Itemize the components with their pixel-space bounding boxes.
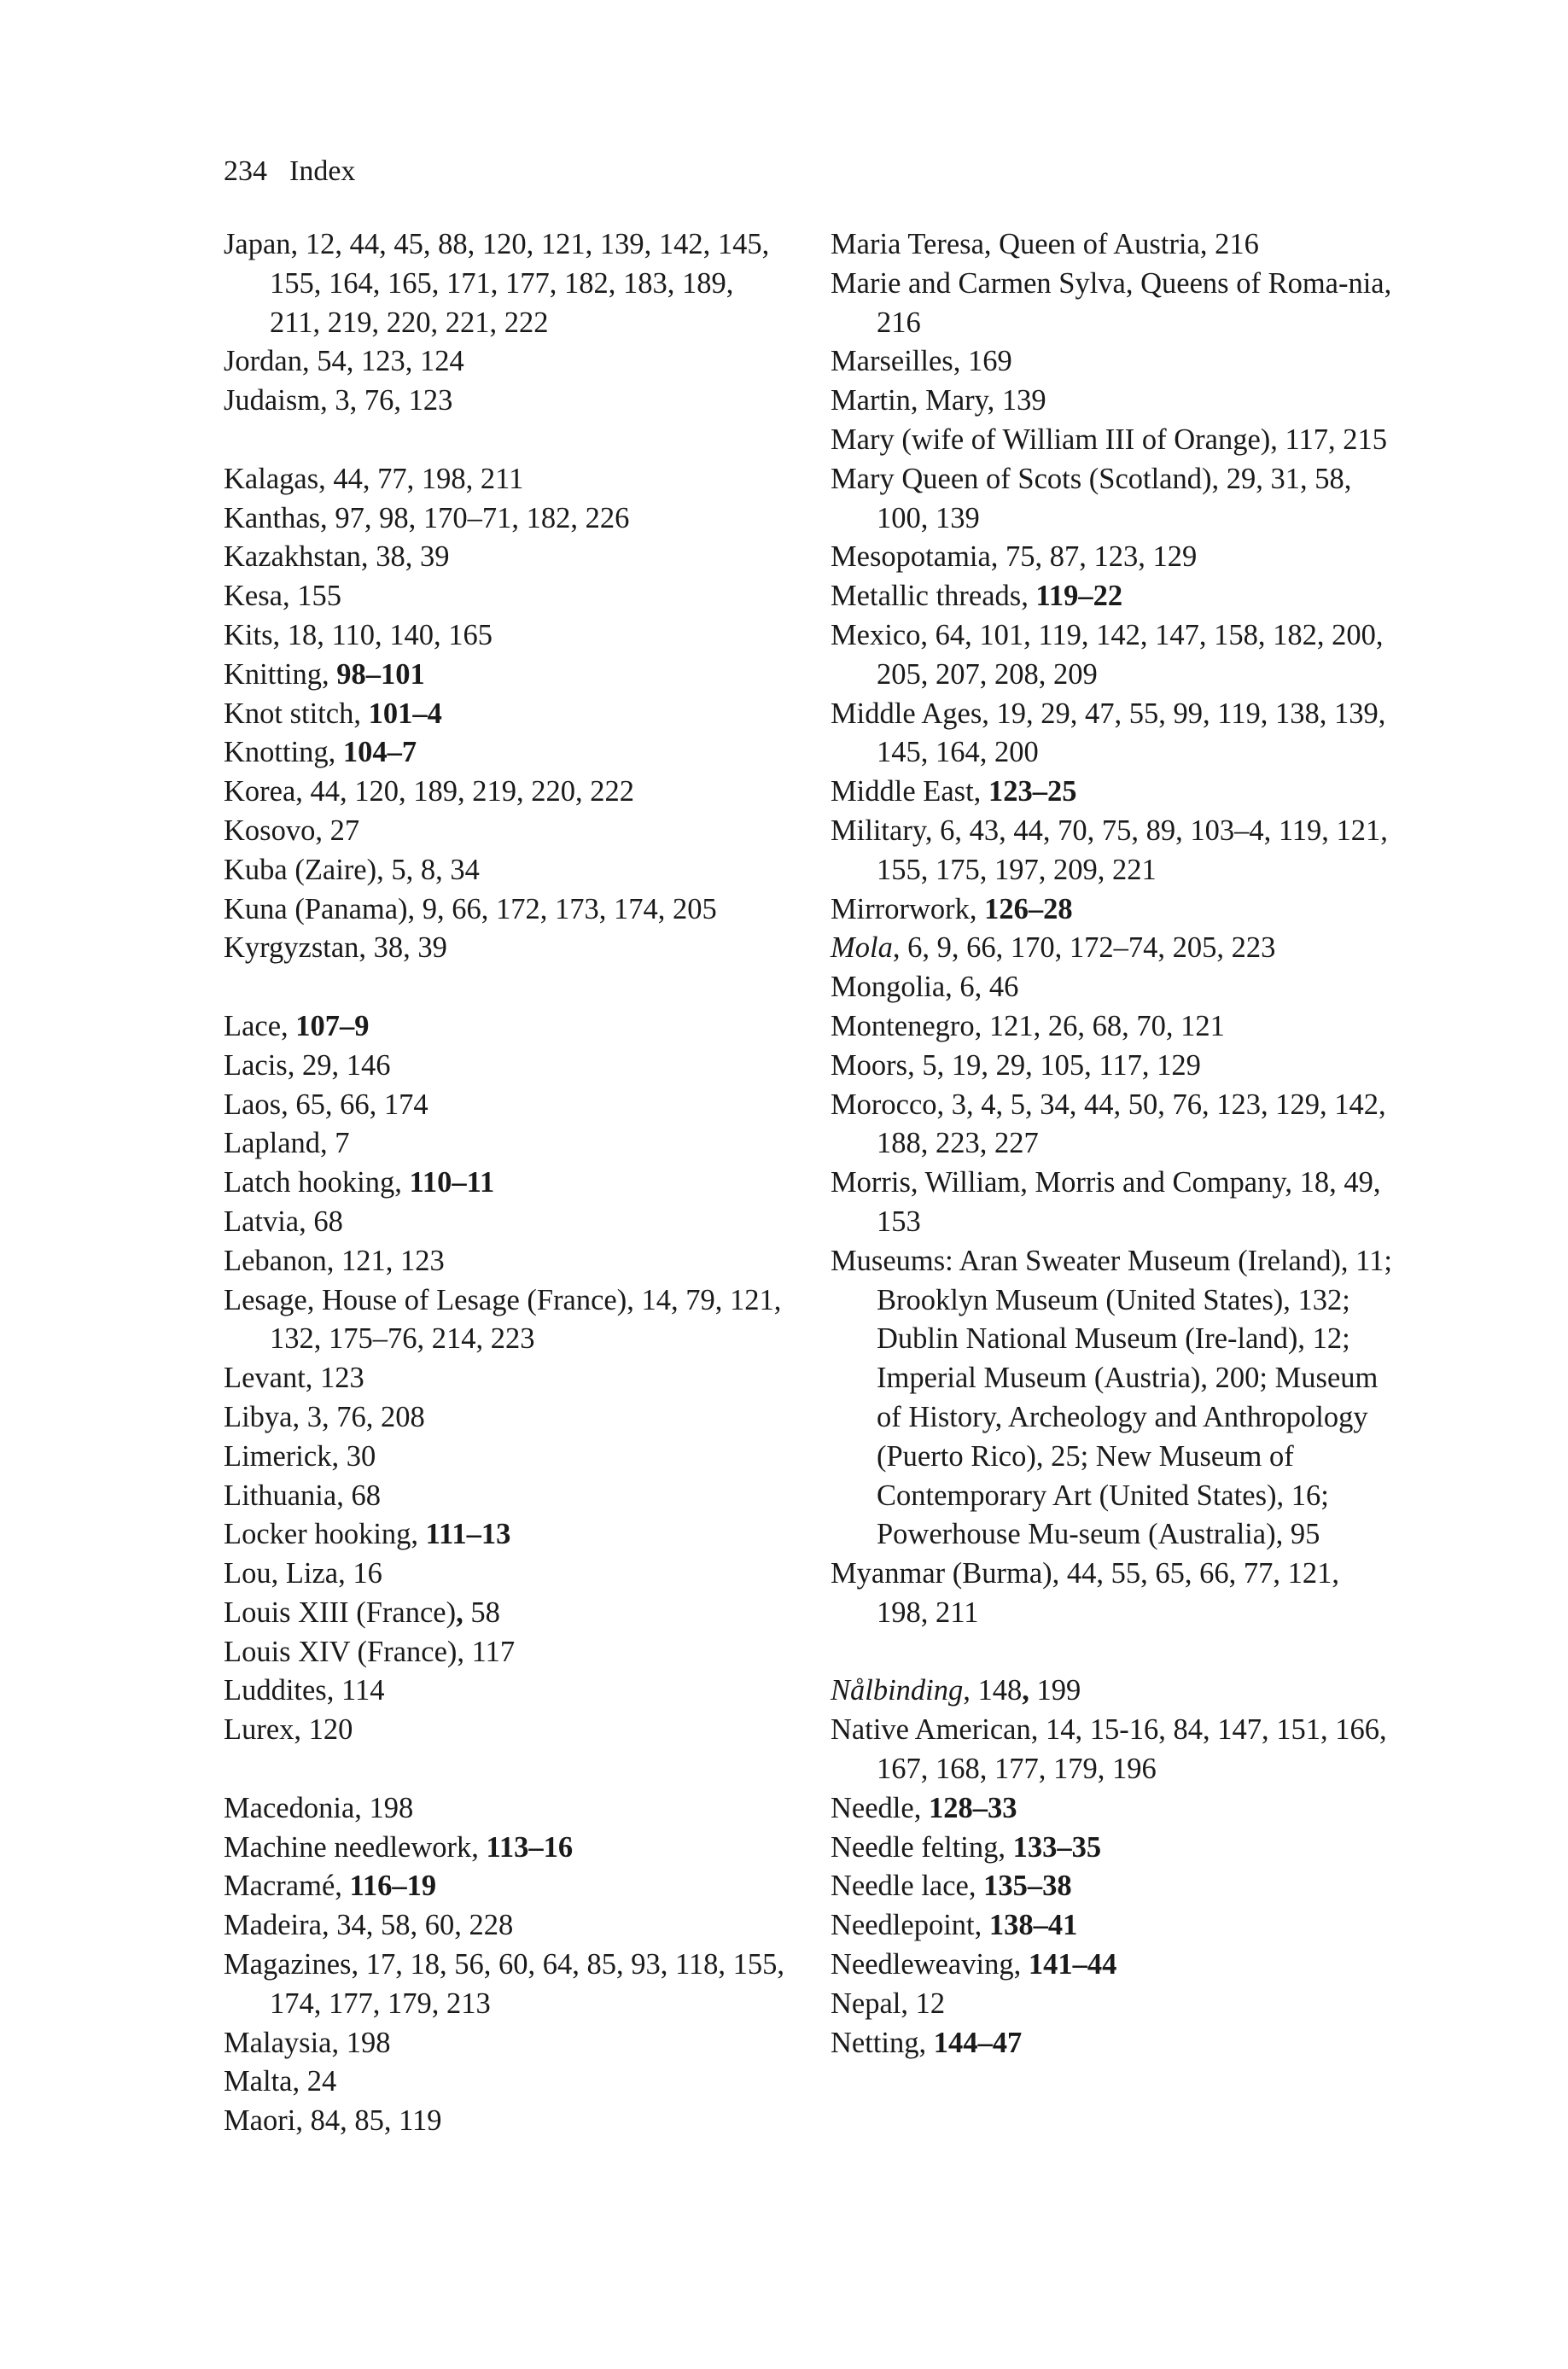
index-term: Needlepoint, [831, 1909, 989, 1942]
index-entry [224, 695, 787, 734]
index-term: Middle East, [831, 775, 988, 808]
index-main-reference: 144–47 [933, 2026, 1023, 2059]
index-term: Military, [831, 814, 941, 847]
index-main-reference: 107–9 [295, 1009, 370, 1042]
index-entry [831, 695, 1394, 773]
index-main-reference: 135–38 [983, 1870, 1072, 1903]
index-entry [831, 265, 1394, 343]
index-entry [224, 1124, 787, 1164]
index-term: Macedonia, [224, 1791, 370, 1824]
index-page-references: 16 [353, 1557, 382, 1590]
index-entry [224, 1789, 787, 1829]
index-entry [831, 1007, 1394, 1047]
index-term: Lithuania, [224, 1479, 352, 1512]
index-page-references: 216 [1215, 228, 1259, 260]
index-page-references: 44, 120, 189, 219, 220, 222 [310, 775, 635, 808]
index-page-references: 64, 101, 119, 142, 147, 158, 182, 200, 205, 207, 208, 209 [877, 618, 1384, 691]
index-entry [224, 538, 787, 577]
index-main-reference: 123–25 [988, 775, 1077, 808]
index-entry [224, 1438, 787, 1477]
index-entry [224, 577, 787, 616]
index-term: Louis XIV (France), [224, 1635, 472, 1668]
index-term: Lesage, House of Lesage (France), [224, 1283, 642, 1316]
index-entry [224, 1281, 787, 1360]
index-entry [224, 1515, 787, 1555]
index-term: Kanthas, [224, 501, 335, 534]
index-main-reference: 133–35 [1012, 1830, 1102, 1864]
index-page-references: 5, 19, 29, 105, 117, 129 [922, 1048, 1201, 1082]
index-term: Mary (wife of William III of Orange), [831, 423, 1285, 456]
index-term: Limerick, [224, 1439, 347, 1473]
index-term: Japan, [224, 228, 306, 260]
index-term: Netting, [831, 2026, 934, 2059]
index-term: Maori, [224, 2104, 311, 2138]
index-page-references: 114 [341, 1674, 385, 1707]
index-page-references: 58 [463, 1596, 500, 1629]
index-main-reference: 104–7 [342, 736, 417, 769]
index-entry [224, 1164, 787, 1203]
index-term: Mirrorwork, [831, 892, 985, 925]
index-page-references: 3, 76, 123 [335, 384, 453, 417]
index-entry [224, 1477, 787, 1516]
index-entry [224, 851, 787, 890]
index-entry [831, 342, 1394, 382]
index-page-references: 75, 87, 123, 129 [1006, 540, 1198, 574]
index-entry [831, 1242, 1394, 1555]
index-term: Mongolia, [831, 971, 960, 1004]
index-main-reference: , [456, 1596, 463, 1629]
index-main-reference: 98–101 [336, 657, 425, 691]
index-entry [831, 382, 1394, 421]
index-page-references: 17, 18, 56, 60, 64, 85, 93, 118, 155, 174, 177, 179, 213 [270, 1948, 785, 2020]
index-entry [831, 1789, 1394, 1829]
index-page-references: 84, 85, 119 [310, 2104, 442, 2138]
index-entry [224, 1672, 787, 1711]
index-term: Kyrgyzstan, [224, 931, 374, 965]
index-term: Mexico, [831, 618, 936, 651]
index-entry [224, 1867, 787, 1906]
index-term: Libya, [224, 1400, 307, 1433]
index-page-references: 120 [308, 1713, 353, 1747]
index-entry [224, 1047, 787, 1086]
index-page-references: 38, 39 [373, 931, 447, 965]
index-page-references: 121, 123 [341, 1244, 445, 1277]
index-main-reference: 111–13 [425, 1518, 511, 1551]
index-entry [224, 1007, 787, 1047]
index-term: Levant, [224, 1362, 321, 1395]
index-entry [224, 1359, 787, 1398]
index-term: Morocco, [831, 1088, 952, 1121]
index-entry [831, 1906, 1394, 1946]
index-term: Louis XIII (France) [224, 1596, 457, 1629]
index-term: Lace, [224, 1009, 296, 1042]
index-term: Nålbinding [831, 1674, 964, 1707]
index-page-references: 14, 79, 121, 132, 175–76, 214, 223 [270, 1283, 782, 1356]
index-entry [831, 2024, 1394, 2063]
index-main-reference: 110–11 [409, 1166, 495, 1199]
index-term: Museums: [831, 1244, 959, 1277]
index-page-references: 27 [329, 814, 360, 847]
index-page-references: 38, 39 [376, 540, 450, 574]
index-entry [224, 1594, 787, 1633]
index-term: Kalagas, [224, 462, 334, 495]
index-entry [224, 2024, 787, 2063]
index-term: Metallic threads, [831, 580, 1036, 613]
index-entry [224, 773, 787, 812]
index-page-references: 29, 31, 58, 100, 139 [877, 462, 1352, 534]
index-entry [831, 1555, 1394, 1633]
index-term: Jordan, [224, 345, 318, 378]
index-term: Lurex, [224, 1713, 309, 1747]
index-term: Macramé, [224, 1870, 350, 1903]
index-term: Magazines, [224, 1948, 366, 1981]
index-term: Lou, Liza, [224, 1557, 353, 1590]
index-page-references: 199 [1029, 1674, 1081, 1707]
index-term: Kosovo, [224, 814, 330, 847]
index-main-reference: , [1022, 1674, 1029, 1707]
index-entry [224, 499, 787, 539]
index-page-references: 169 [967, 345, 1012, 378]
index-page-references: 12 [915, 1987, 946, 2020]
index-page-references: 139 [1001, 384, 1046, 417]
index-term: Lapland, [224, 1127, 335, 1160]
index-entry [224, 1906, 787, 1946]
index-term: Locker hooking, [224, 1518, 426, 1551]
index-entry [831, 1946, 1394, 1985]
index-term: Lebanon, [224, 1244, 341, 1277]
index-entry [831, 1047, 1394, 1086]
index-term: Knot stitch, [224, 697, 369, 730]
index-page-references: 54, 123, 124 [317, 345, 464, 378]
index-page-references: 24 [306, 2065, 337, 2098]
section-title: Index [289, 155, 356, 187]
index-entry [224, 1555, 787, 1594]
index-entry [224, 1086, 787, 1125]
page-number: 234 [224, 155, 267, 187]
index-entry [224, 929, 787, 968]
index-page-references: 3, 76, 208 [306, 1400, 425, 1433]
running-head [224, 152, 355, 191]
index-entry [224, 342, 787, 382]
index-entry [224, 1946, 787, 2024]
index-entry [224, 382, 787, 421]
index-main-reference: 126–28 [984, 892, 1073, 925]
index-entry [224, 460, 787, 499]
index-term: Marie and Carmen Sylva, Queens of Roma-nia, [831, 266, 1392, 300]
index-page-references: , 148 [963, 1674, 1023, 1707]
index-term: Morris, William, Morris and Company, [831, 1166, 1300, 1199]
index-page-references: 30 [346, 1439, 376, 1473]
index-term: Madeira, [224, 1909, 337, 1942]
index-term: Lacis, [224, 1048, 302, 1082]
index-page-references: 97, 98, 170–71, 182, 226 [335, 501, 630, 534]
index-entry [224, 1242, 787, 1281]
index-entry [224, 616, 787, 656]
index-page-references: 7 [335, 1127, 350, 1160]
index-term: Native American, [831, 1713, 1046, 1747]
index-entry [831, 1164, 1394, 1242]
index-page-references: 18, 49, 153 [877, 1166, 1381, 1238]
index-entry [831, 421, 1394, 460]
index-entry [224, 2063, 787, 2102]
index-page-references: 3, 4, 5, 34, 44, 50, 76, 123, 129, 142, 188, 223, 227 [877, 1088, 1386, 1160]
index-entry [831, 1985, 1394, 2024]
index-page-references: 155 [297, 580, 341, 613]
index-entry [831, 225, 1394, 265]
index-page-references: 65, 66, 174 [295, 1088, 428, 1121]
index-entry [831, 812, 1394, 890]
index-main-reference: 141–44 [1028, 1948, 1117, 1981]
index-entry [224, 812, 787, 851]
index-entry [831, 1086, 1394, 1164]
index-term: Martin, Mary, [831, 384, 1002, 417]
index-term: Moors, [831, 1048, 923, 1082]
index-main-reference: 128–33 [928, 1791, 1017, 1824]
index-term: Laos, [224, 1088, 296, 1121]
index-entry [831, 890, 1394, 930]
index-term: Luddites, [224, 1674, 341, 1707]
index-entry [831, 1867, 1394, 1906]
index-page-references: 117, 215 [1285, 423, 1388, 456]
index-page-references: 198 [346, 2026, 391, 2059]
index-column-left [224, 225, 787, 2141]
index-page-references: 68 [313, 1205, 343, 1238]
index-page-references: 12, 44, 45, 88, 120, 121, 139, 142, 145, 155, 164, 165, 171, 177, 182, 183, 189, 211, 219, 220, 221, 222 [270, 228, 770, 339]
index-entry [831, 1711, 1394, 1789]
index-page-references: 6, 46 [959, 971, 1019, 1004]
index-term: Middle Ages, [831, 697, 997, 730]
index-entry [831, 1672, 1394, 1711]
index-main-reference: 113–16 [486, 1830, 574, 1864]
index-term: Needle felting, [831, 1830, 1013, 1864]
index-page-references: 18, 110, 140, 165 [287, 618, 493, 651]
index-entry [224, 733, 787, 773]
index-page-references: 44, 55, 65, 66, 77, 121, 198, 211 [877, 1557, 1340, 1629]
index-main-reference: 119–22 [1035, 580, 1123, 613]
index-term: Needle, [831, 1791, 929, 1824]
index-page-references: 68 [351, 1479, 381, 1512]
index-term: Mary Queen of Scots (Scotland), [831, 462, 1227, 495]
index-entry [224, 1633, 787, 1672]
index-page-references: 44, 77, 198, 211 [333, 462, 524, 495]
index-term: Mesopotamia, [831, 540, 1006, 574]
index-page-references: Aran Sweater Museum (Ireland), 11; Brooklyn Museum (United States), 132; Dublin National Museum (Ire-land), 12; Imperial Museum (Austria), 200; Museum of History, Archeology and Anthropology (Puerto Rico), 25; New Museum of Contemporary Art (United States), 16; Powerhouse Mu-seum (Australia), 95 [877, 1244, 1392, 1551]
index-term: Marseilles, [831, 345, 968, 378]
index-page-references: 6, 43, 44, 70, 75, 89, 103–4, 119, 121, 155, 175, 197, 209, 221 [877, 814, 1388, 886]
index-term: Knotting, [224, 736, 343, 769]
index-page-references: 29, 146 [301, 1048, 391, 1082]
index-entry [224, 2102, 787, 2141]
index-page-references: 198 [369, 1791, 414, 1824]
index-entry [224, 1829, 787, 1868]
index-term: Korea, [224, 775, 311, 808]
index-term: Montenegro, [831, 1009, 989, 1042]
index-main-reference: 138–41 [988, 1909, 1078, 1942]
index-entry [224, 1711, 787, 1750]
index-term: Judaism, [224, 384, 335, 417]
index-page-references: 123 [320, 1362, 364, 1395]
index-entry [831, 929, 1394, 968]
index-entry [224, 1203, 787, 1242]
index-entry [831, 773, 1394, 812]
index-term: Kazakhstan, [224, 540, 376, 574]
index-entry [224, 1398, 787, 1438]
index-term: Mola [831, 931, 893, 965]
index-term: Maria Teresa, Queen of Austria, [831, 228, 1215, 260]
index-term: Knitting, [224, 657, 337, 691]
index-main-reference: 101–4 [368, 697, 442, 730]
index-entry [831, 577, 1394, 616]
index-entry [224, 656, 787, 695]
index-page-references: 34, 58, 60, 228 [336, 1909, 514, 1942]
index-page-references: , 6, 9, 66, 170, 172–74, 205, 223 [892, 931, 1276, 965]
index-term: Needle lace, [831, 1870, 984, 1903]
index-entry [831, 968, 1394, 1007]
index-term: Malaysia, [224, 2026, 347, 2059]
index-entry [224, 890, 787, 930]
index-entry [831, 460, 1394, 539]
index-term: Kits, [224, 618, 288, 651]
index-term: Machine needlework, [224, 1830, 487, 1864]
index-column-right [831, 225, 1394, 2063]
index-entry [831, 616, 1394, 695]
index-term: Malta, [224, 2065, 307, 2098]
index-main-reference: 116–19 [349, 1870, 437, 1903]
index-page-references: 14, 15-16, 84, 147, 151, 166, 167, 168, 177, 179, 196 [877, 1713, 1387, 1786]
index-page-references: 5, 8, 34 [391, 853, 480, 886]
index-term: Latvia, [224, 1205, 314, 1238]
index-term: Latch hooking, [224, 1166, 410, 1199]
index-page-references: 19, 29, 47, 55, 99, 119, 138, 139, 145, 164, 200 [877, 697, 1386, 769]
index-term: Kuba (Zaire), [224, 853, 392, 886]
index-page-references: 216 [877, 306, 921, 339]
index-term: Needleweaving, [831, 1948, 1029, 1981]
index-term: Myanmar (Burma), [831, 1557, 1067, 1590]
index-page-references: 121, 26, 68, 70, 121 [988, 1009, 1225, 1042]
index-page-references: 117 [471, 1635, 516, 1668]
index-entry [831, 1829, 1394, 1868]
index-entry [831, 538, 1394, 577]
index-term: Nepal, [831, 1987, 916, 2020]
index-term: Kesa, [224, 580, 298, 613]
index-term: Kuna (Panama), [224, 892, 423, 925]
index-entry [224, 225, 787, 342]
index-page-references: 9, 66, 172, 173, 174, 205 [422, 892, 717, 925]
